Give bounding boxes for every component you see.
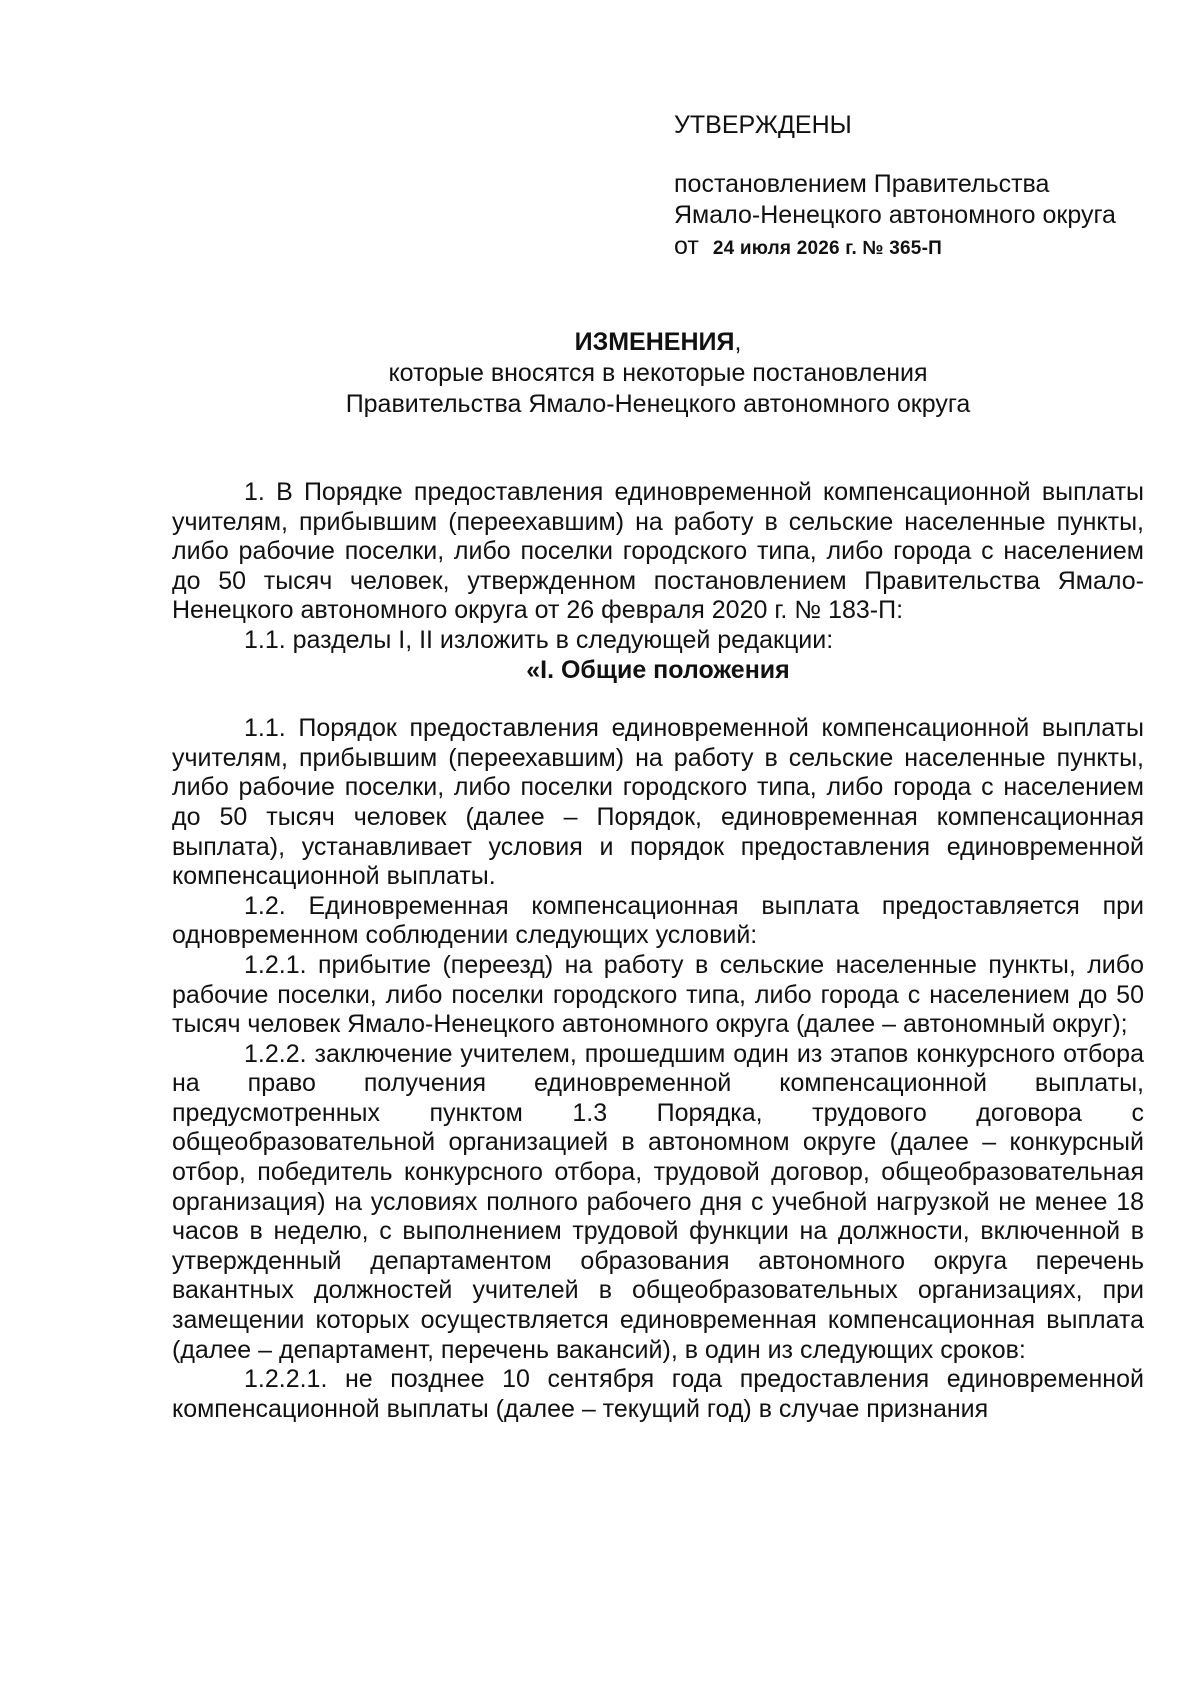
paragraph-1-2-2: 1.2.2. заключение учителем, прошедшим один из этапов конкурсного отбора на право получения единовременной компенсационной выплаты, предусмотренных пунктом 1.3 Порядка, трудового договора с общеобразовательной организацией в автономном округе (далее – конкурсный отбор, победитель конкурсного отбора, трудовой договор, общеобразовательная организация) на условиях полного рабочего дня с учебной нагрузкой не менее 18 часов в неделю, с выполнением трудовой функции на должности, включенной в утвержденный департаментом образования автономного округа перечень вакантных должностей учителей в общеобразовательных организациях, при замещении которых осуществляется единовременная компенсационная выплата (далее – департамент, перечень вакансий), в один из следующих сроков:: [172, 1039, 1144, 1364]
paragraph-1-1: 1.1. разделы I, II изложить в следующей редакции:: [244, 625, 834, 654]
approval-date-line: [674, 231, 1174, 264]
section-heading-quote: «: [526, 655, 541, 684]
approval-from-label: от: [674, 232, 699, 260]
document-title: [172, 327, 1144, 420]
title-main-line: [172, 327, 1144, 358]
paragraph-1-2-1: 1.2.1. прибытие (переезд) на работу в сельские населенные пункты, либо рабочие поселки, либо поселки городского типа, либо города с населением до 50 тысяч человек Ямало-Ненецкого автономного округа (далее – автономный округ);: [172, 950, 1144, 1039]
title-subtitle-2: Правительства Ямало-Ненецкого автономного округа: [345, 390, 971, 418]
approval-line-2: Ямало-Ненецкого автономного округа: [674, 201, 1116, 229]
document-body: [172, 478, 1144, 1424]
paragraph-1-2-2-1: 1.2.2.1. не позднее 10 сентября года предоставления единовременной компенсационной выплаты (далее – текущий год) в случае признания: [172, 1365, 1144, 1423]
approval-line-1: постановлением Правительства: [674, 170, 1050, 198]
paragraph-1-2: 1.2. Единовременная компенсационная выплата предоставляется при одновременном соблюдении следующих условий:: [172, 891, 1144, 950]
paragraph-1: 1. В Порядке предоставления единовременной компенсационной выплаты учителям, прибывшим (переехавшим) на работу в сельские населенные пункты, либо рабочие поселки, либо поселки городского типа, либо города с населением до 50 тысяч человек, утвержденном постановлением Правительства Ямало-Ненецкого автономного округа от 26 февраля 2020 г. № 183-П:: [172, 478, 1144, 625]
paragraph-section-1-1: 1.1. Порядок предоставления единовременной компенсационной выплаты учителям, прибывшим (переехавшим) на работу в сельские населенные пункты, либо рабочие поселки, либо поселки городского типа, либо города с населением до 50 тысяч человек (далее – Порядок, единовременная компенсационная выплата), устанавливает условия и порядок предоставления единовременной компенсационной выплаты.: [172, 714, 1144, 891]
title-comma: ,: [734, 328, 742, 356]
section-heading-text: I. Общие положения: [540, 655, 790, 684]
title-subtitle-1: которые вносятся в некоторые постановления: [388, 359, 928, 387]
approved-label: УТВЕРЖДЕНЫ: [674, 111, 852, 139]
approval-block: [674, 110, 1174, 264]
decree-date-number: 24 июля 2026 г. № 365-П: [712, 238, 942, 259]
title-main: ИЗМЕНЕНИЯ: [574, 328, 735, 356]
section-heading: [172, 656, 1144, 686]
